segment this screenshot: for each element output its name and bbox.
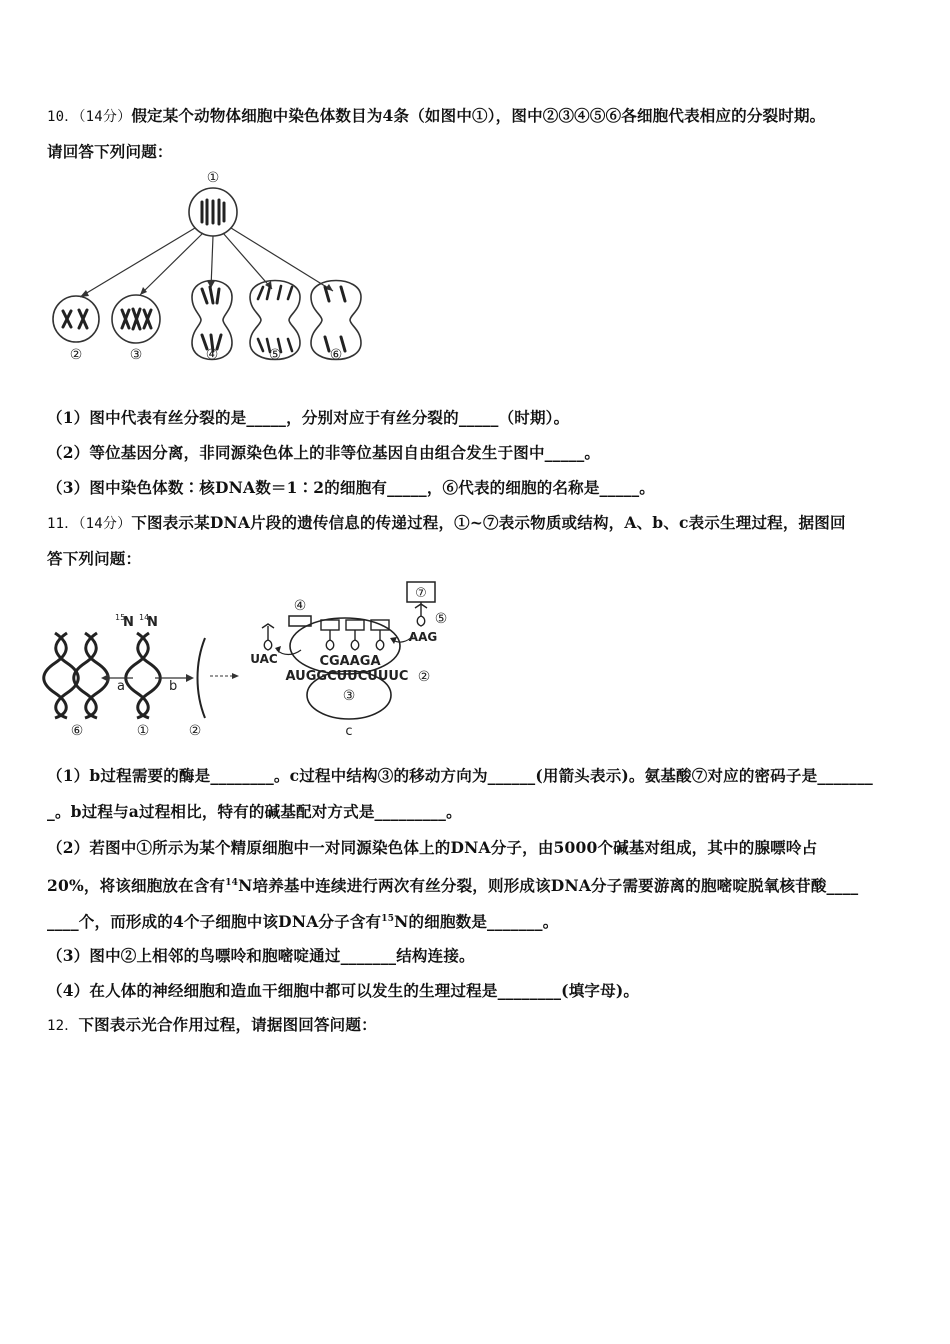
q11-anticodon-right: AAG [408, 630, 438, 644]
q11-stem-line1 [47, 511, 846, 533]
q10-score: （14分） [78, 109, 132, 125]
q10-fig-label-4: ④ [205, 347, 219, 363]
q11-stem-line2: 答下列问题： [47, 549, 142, 568]
q11-sub2-line3-sup: 15 [381, 913, 395, 924]
q11-label-4: ④ [293, 598, 307, 614]
q11-sub1-line1: （1）b过程需要的酶是________。c过程中结构③的移动方向为______(用箭头表示)。氨基酸⑦对应的密码子是_______ [47, 766, 873, 785]
q11-number: 11． [47, 516, 79, 532]
q10-sub1: （1）图中代表有丝分裂的是_____，分别对应于有丝分裂的_____（时期）。 [47, 408, 570, 427]
q11-mrna-seq: AUGGCUUCUUUC [285, 669, 409, 684]
q10-cell-division-figure [45, 165, 375, 370]
q11-arrow-c: c [345, 724, 353, 739]
q10-stem-line2: 请回答下列问题： [47, 142, 173, 161]
q11-sub2-line3 [47, 910, 558, 932]
q11-arrow-b: b [169, 679, 178, 694]
q10-sub3: （3）图中染色体数∶核DNA数＝1∶2的细胞有_____，⑥代表的细胞的名称是_____。 [47, 478, 655, 497]
q11-anticodon-left: UAC [250, 652, 278, 666]
q10-fig-label-6: ⑥ [329, 347, 343, 363]
q11-label-7: ⑦ [415, 586, 427, 601]
q12-stem-text: 下图表示光合作用过程，请据图回答问题： [78, 1015, 377, 1034]
q11-sub2-line1: （2）若图中①所示为某个精原细胞中一对同源染色体上的DNA分子，由5000个碱基对组成，其中的腺嘌呤占 [47, 838, 818, 857]
q11-arrow-a: a [117, 679, 125, 694]
q11-sub2-line3-a: ____个，而形成的4个子细胞中该DNA分子含有 [47, 912, 382, 931]
q12-number: 12． [47, 1018, 79, 1034]
q11-label-2-left: ② [188, 723, 202, 739]
q11-n14-letter: N [147, 615, 158, 630]
q11-n15-sup: 15 [115, 613, 126, 622]
q11-n14-sup: 14 [139, 613, 150, 622]
q11-gene-expression-figure [45, 578, 448, 739]
q10-sub2: （2）等位基因分离，非同源染色体上的非等位基因自由组合发生于图中_____。 [47, 443, 601, 462]
q11-sub2-line2-a: 20%，将该细胞放在含有 [47, 876, 226, 895]
q10-fig-label-5: ⑤ [268, 347, 282, 363]
q11-stem-text: 下图表示某DNA片段的遗传信息的传递过程，①~⑦表示物质或结构，A、b、c表示生理过程，据图回 [131, 513, 846, 532]
q10-fig-label-1: ① [206, 170, 220, 186]
q11-sub2-line2 [47, 874, 858, 896]
q11-label-5: ⑤ [434, 611, 448, 627]
q11-label-2-right: ② [417, 669, 431, 685]
q11-label-1: ① [136, 723, 150, 739]
q11-codons: CGAAGA [319, 654, 381, 669]
q11-label-6: ⑥ [70, 723, 84, 739]
q11-sub4: （4）在人体的神经细胞和造血干细胞中都可以发生的生理过程是________(填字母)。 [47, 981, 640, 1000]
q11-n15-letter: N [123, 615, 134, 630]
q10-stem-text: 假定某个动物体细胞中染色体数目为4条（如图中①），图中②③④⑤⑥各细胞代表相应的分裂时期。 [131, 106, 826, 125]
q11-sub2-line2-sup: 14 [225, 877, 239, 888]
q10-stem-line1 [47, 104, 825, 126]
q11-sub2-line3-b: N的细胞数是_______。 [394, 912, 559, 931]
q11-score: （14分） [78, 516, 132, 532]
q10-fig-label-2: ② [69, 347, 83, 363]
q11-label-3: ③ [342, 688, 356, 704]
q11-sub1-line2: _。b过程与a过程相比，特有的碱基配对方式是_________。 [47, 802, 462, 821]
q10-number: 10． [47, 109, 79, 125]
q12-stem [47, 1013, 377, 1035]
q11-sub3: （3）图中②上相邻的鸟嘌呤和胞嘧啶通过_______结构连接。 [47, 946, 475, 965]
q11-sub2-line2-b: N培养基中连续进行两次有丝分裂，则形成该DNA分子需要游离的胞嘧啶脱氧核苷酸____ [238, 876, 859, 895]
q10-fig-label-3: ③ [129, 347, 143, 363]
